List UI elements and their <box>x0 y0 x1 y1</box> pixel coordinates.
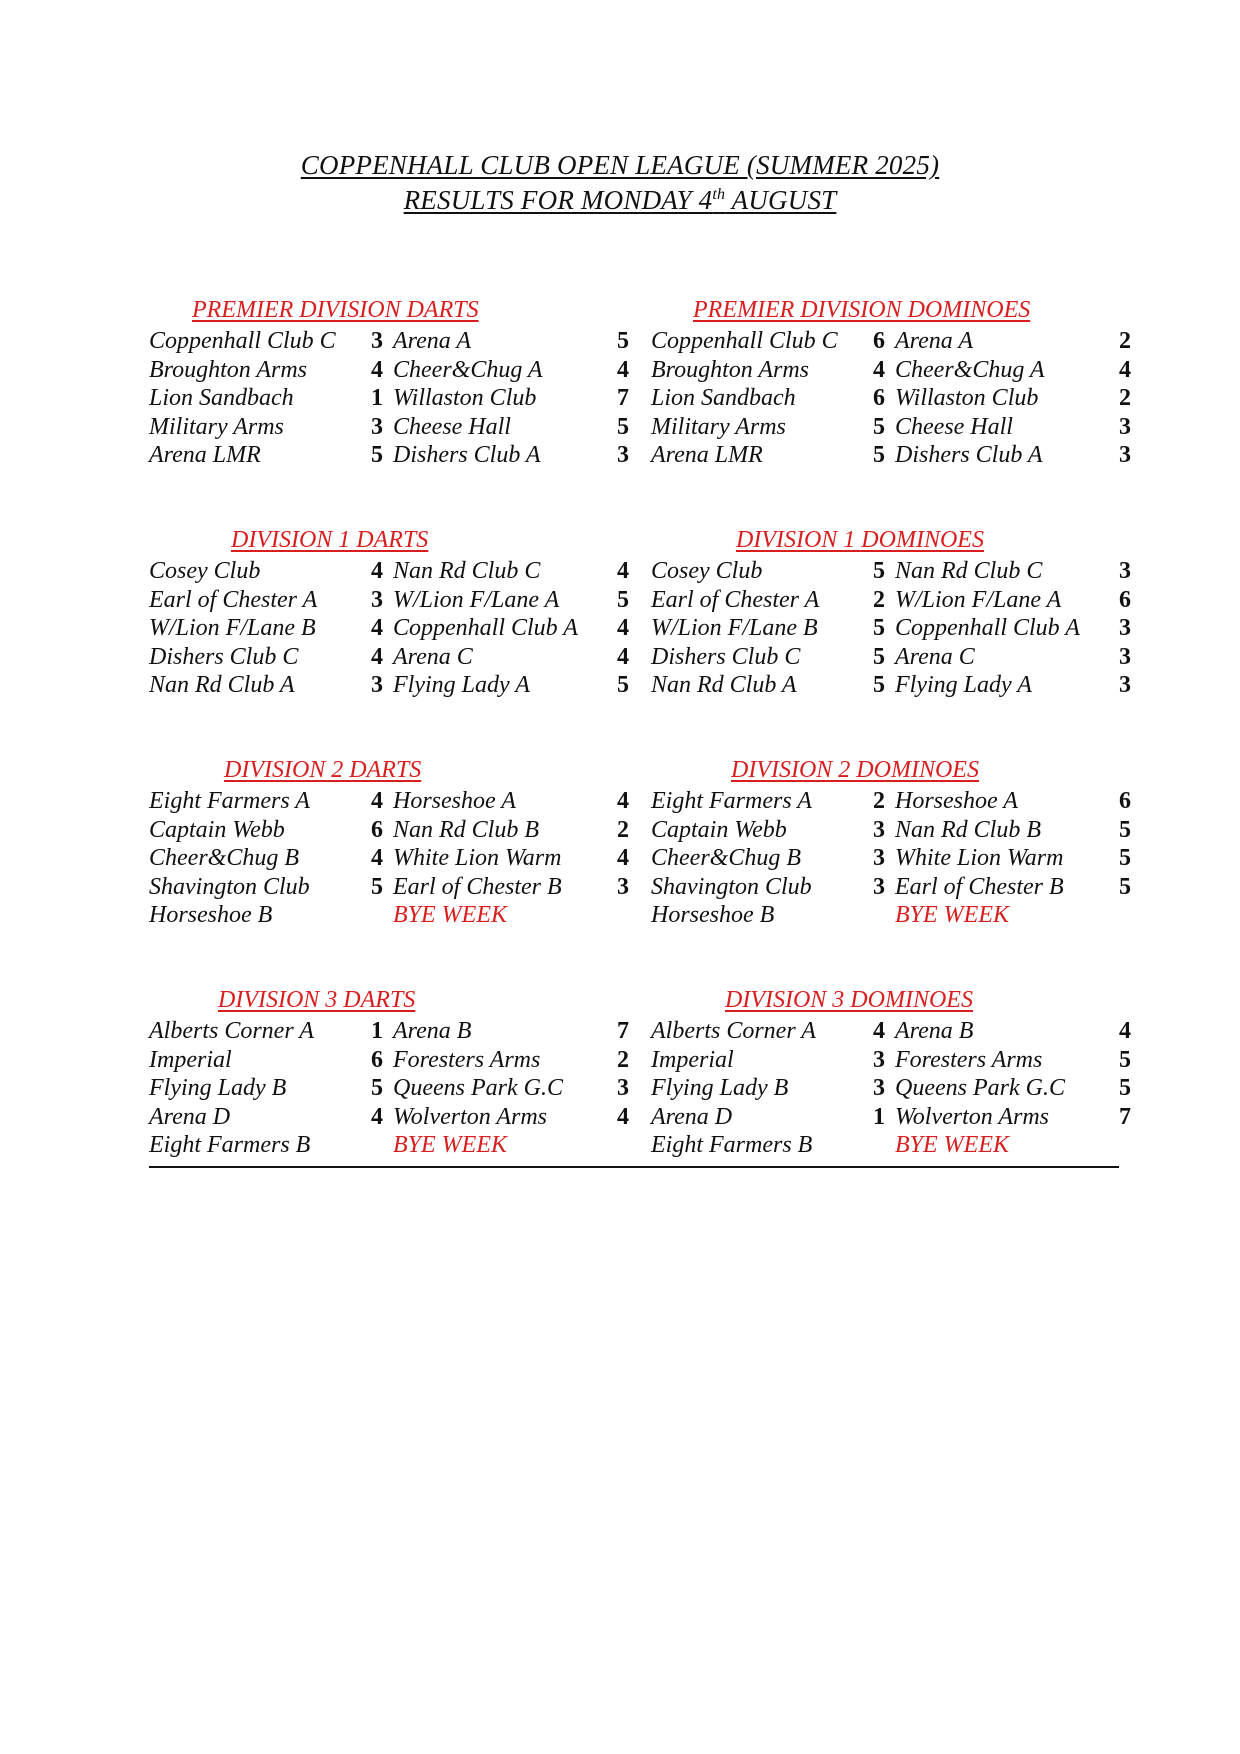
home-score: 4 <box>371 558 383 584</box>
away-team: Willaston Club <box>393 385 537 412</box>
result-row <box>651 1074 1171 1103</box>
away-score: 4 <box>617 356 629 383</box>
section-heading: PREMIER DIVISION DARTS <box>192 297 479 323</box>
result-row <box>149 384 669 413</box>
away-score: 4 <box>617 845 629 872</box>
away-team: W/Lion F/Lane A <box>393 586 560 613</box>
result-row <box>651 356 1171 385</box>
away-team: Wolverton Arms <box>393 1103 548 1130</box>
away-score: 3 <box>1119 643 1131 670</box>
home-score: 3 <box>873 1046 885 1073</box>
home-score: 5 <box>873 643 885 670</box>
home-team: Nan Rd Club A <box>149 672 295 699</box>
away-team: Cheese Hall <box>895 413 1013 440</box>
result-row <box>651 1103 1171 1132</box>
home-team: Imperial <box>149 1046 232 1073</box>
section-heading: DIVISION 2 DOMINOES <box>731 757 979 783</box>
home-score: 1 <box>371 1018 383 1044</box>
away-team: W/Lion F/Lane A <box>895 586 1062 613</box>
away-score: 4 <box>1119 356 1131 383</box>
result-row <box>149 816 669 845</box>
away-score: 3 <box>1119 558 1131 584</box>
away-team: Arena C <box>895 643 975 670</box>
away-score: 2 <box>1119 385 1131 412</box>
home-team: Alberts Corner A <box>651 1018 816 1044</box>
away-score: 3 <box>617 1075 629 1102</box>
result-row <box>651 643 1171 672</box>
away-team: Dishers Club A <box>895 442 1043 469</box>
bye-row <box>651 901 1171 930</box>
home-team: Shavington Club <box>651 873 812 900</box>
result-row <box>149 614 669 643</box>
home-score: 6 <box>873 328 885 354</box>
result-row <box>651 413 1171 442</box>
bye-week-label: BYE WEEK <box>895 902 1009 929</box>
bye-week-label: BYE WEEK <box>895 1132 1009 1159</box>
home-team: Arena LMR <box>651 442 763 469</box>
away-team: Cheer&Chug A <box>895 356 1045 383</box>
home-score: 4 <box>371 845 383 872</box>
home-team: W/Lion F/Lane B <box>149 615 316 642</box>
home-score: 3 <box>873 873 885 900</box>
home-score: 3 <box>371 672 383 699</box>
away-team: Horseshoe A <box>393 788 516 814</box>
home-score: 3 <box>873 816 885 843</box>
away-team: Arena A <box>393 328 471 354</box>
away-score: 2 <box>617 1046 629 1073</box>
section-heading: PREMIER DIVISION DOMINOES <box>693 297 1031 323</box>
results-date-prefix: RESULTS FOR MONDAY 4 <box>403 185 713 215</box>
bye-row <box>149 1131 669 1160</box>
away-team: White Lion Warm <box>895 845 1064 872</box>
home-score: 3 <box>873 1075 885 1102</box>
away-team: Nan Rd Club C <box>393 558 541 584</box>
bye-row <box>149 901 669 930</box>
home-score: 5 <box>371 1075 383 1102</box>
result-row <box>149 787 669 816</box>
result-row <box>149 873 669 902</box>
away-score: 3 <box>1119 672 1131 699</box>
result-row <box>651 441 1171 470</box>
result-row <box>149 586 669 615</box>
away-score: 2 <box>1119 328 1131 354</box>
away-score: 5 <box>1119 1075 1131 1102</box>
away-score: 7 <box>617 1018 629 1044</box>
home-score: 4 <box>371 1103 383 1130</box>
bye-team: Horseshoe B <box>149 902 273 929</box>
home-team: Cheer&Chug B <box>651 845 801 872</box>
home-team: Military Arms <box>651 413 786 440</box>
bye-team: Horseshoe B <box>651 902 775 929</box>
results-list <box>149 557 669 700</box>
away-score: 5 <box>1119 816 1131 843</box>
home-team: Flying Lady B <box>149 1075 287 1102</box>
home-score: 5 <box>873 413 885 440</box>
bottom-divider <box>149 1166 1119 1168</box>
away-team: White Lion Warm <box>393 845 562 872</box>
result-row <box>149 356 669 385</box>
results-list <box>149 1017 669 1160</box>
away-score: 3 <box>1119 413 1131 440</box>
home-score: 2 <box>873 788 885 814</box>
home-team: Coppenhall Club C <box>651 328 838 354</box>
home-team: Alberts Corner A <box>149 1018 314 1044</box>
away-team: Wolverton Arms <box>895 1103 1050 1130</box>
home-score: 4 <box>371 643 383 670</box>
result-row <box>149 643 669 672</box>
home-team: Captain Webb <box>651 816 787 843</box>
away-team: Flying Lady A <box>393 672 530 699</box>
home-score: 6 <box>371 1046 383 1073</box>
result-row <box>651 586 1171 615</box>
away-team: Earl of Chester B <box>895 873 1064 900</box>
results-list <box>651 327 1171 470</box>
away-team: Flying Lady A <box>895 672 1032 699</box>
away-score: 7 <box>1119 1103 1131 1130</box>
away-score: 4 <box>617 558 629 584</box>
away-team: Queens Park G.C <box>895 1075 1065 1102</box>
section-heading: DIVISION 3 DOMINOES <box>725 987 973 1013</box>
away-team: Coppenhall Club A <box>895 615 1080 642</box>
away-team: Nan Rd Club B <box>393 816 540 843</box>
away-score: 5 <box>617 413 629 440</box>
away-score: 5 <box>617 328 629 354</box>
away-score: 4 <box>617 615 629 642</box>
bye-row <box>651 1131 1171 1160</box>
home-score: 1 <box>873 1103 885 1130</box>
away-team: Arena B <box>895 1018 974 1044</box>
home-team: Cosey Club <box>651 558 763 584</box>
home-score: 3 <box>371 413 383 440</box>
home-score: 1 <box>371 385 383 412</box>
result-row <box>149 557 669 586</box>
home-team: Eight Farmers A <box>651 788 812 814</box>
result-row <box>651 557 1171 586</box>
home-team: W/Lion F/Lane B <box>651 615 818 642</box>
away-score: 4 <box>1119 1018 1131 1044</box>
home-score: 4 <box>873 356 885 383</box>
results-list <box>149 327 669 470</box>
away-team: Willaston Club <box>895 385 1039 412</box>
result-row <box>149 327 669 356</box>
away-team: Nan Rd Club B <box>895 816 1042 843</box>
result-row <box>651 1017 1171 1046</box>
home-team: Arena D <box>651 1103 733 1130</box>
home-score: 2 <box>873 586 885 613</box>
home-team: Broughton Arms <box>149 356 308 383</box>
home-score: 5 <box>371 442 383 469</box>
away-team: Nan Rd Club C <box>895 558 1043 584</box>
away-score: 4 <box>617 788 629 814</box>
result-row <box>651 1046 1171 1075</box>
home-team: Lion Sandbach <box>149 385 294 412</box>
home-team: Nan Rd Club A <box>651 672 797 699</box>
results-list <box>651 557 1171 700</box>
away-team: Foresters Arms <box>393 1046 541 1073</box>
away-team: Horseshoe A <box>895 788 1018 814</box>
away-team: Earl of Chester B <box>393 873 562 900</box>
home-score: 3 <box>371 328 383 354</box>
home-team: Military Arms <box>149 413 284 440</box>
result-row <box>651 671 1171 700</box>
result-row <box>651 873 1171 902</box>
away-score: 3 <box>1119 442 1131 469</box>
result-row <box>651 816 1171 845</box>
home-score: 5 <box>873 558 885 584</box>
date-ordinal-suffix: th <box>712 186 726 203</box>
home-team: Arena D <box>149 1103 231 1130</box>
home-score: 6 <box>873 385 885 412</box>
result-row <box>149 1017 669 1046</box>
result-row <box>149 671 669 700</box>
league-title: COPPENHALL CLUB OPEN LEAGUE (SUMMER 2025) <box>300 150 940 180</box>
home-score: 5 <box>873 615 885 642</box>
home-team: Broughton Arms <box>651 356 810 383</box>
section-heading: DIVISION 2 DARTS <box>224 757 422 783</box>
away-team: Arena B <box>393 1018 472 1044</box>
home-score: 5 <box>371 873 383 900</box>
bye-team: Eight Farmers B <box>651 1132 813 1159</box>
results-list <box>149 787 669 930</box>
away-score: 6 <box>1119 586 1131 613</box>
home-score: 4 <box>371 356 383 383</box>
away-score: 6 <box>1119 788 1131 814</box>
results-date-title <box>0 183 1240 218</box>
result-row <box>149 1046 669 1075</box>
away-score: 3 <box>1119 615 1131 642</box>
home-score: 5 <box>873 442 885 469</box>
home-score: 5 <box>873 672 885 699</box>
section-heading: DIVISION 1 DARTS <box>231 527 429 553</box>
result-row <box>651 787 1171 816</box>
home-team: Lion Sandbach <box>651 385 796 412</box>
home-score: 4 <box>873 1018 885 1044</box>
away-team: Dishers Club A <box>393 442 541 469</box>
away-team: Arena A <box>895 328 973 354</box>
home-team: Shavington Club <box>149 873 310 900</box>
home-score: 4 <box>371 788 383 814</box>
away-score: 5 <box>617 672 629 699</box>
away-team: Foresters Arms <box>895 1046 1043 1073</box>
document-title <box>0 148 1240 218</box>
away-team: Cheer&Chug A <box>393 356 543 383</box>
section-heading: DIVISION 3 DARTS <box>218 987 416 1013</box>
results-list <box>651 1017 1171 1160</box>
away-score: 7 <box>617 385 629 412</box>
result-row <box>651 844 1171 873</box>
away-score: 5 <box>1119 1046 1131 1073</box>
home-team: Cheer&Chug B <box>149 845 299 872</box>
home-score: 3 <box>371 586 383 613</box>
away-score: 3 <box>617 873 629 900</box>
home-team: Cosey Club <box>149 558 261 584</box>
bye-week-label: BYE WEEK <box>393 902 507 929</box>
home-team: Eight Farmers A <box>149 788 310 814</box>
result-row <box>149 441 669 470</box>
away-score: 4 <box>617 1103 629 1130</box>
home-team: Coppenhall Club C <box>149 328 336 354</box>
home-score: 6 <box>371 816 383 843</box>
section-heading: DIVISION 1 DOMINOES <box>736 527 984 553</box>
away-score: 2 <box>617 816 629 843</box>
result-row <box>651 614 1171 643</box>
home-team: Earl of Chester A <box>651 586 820 613</box>
home-score: 3 <box>873 845 885 872</box>
result-row <box>149 1103 669 1132</box>
away-team: Queens Park G.C <box>393 1075 563 1102</box>
bye-team: Eight Farmers B <box>149 1132 311 1159</box>
home-team: Arena LMR <box>149 442 261 469</box>
home-team: Dishers Club C <box>149 643 299 670</box>
results-date-suffix: AUGUST <box>725 185 837 215</box>
away-score: 5 <box>617 586 629 613</box>
result-row <box>651 384 1171 413</box>
away-score: 3 <box>617 442 629 469</box>
result-row <box>149 1074 669 1103</box>
home-team: Captain Webb <box>149 816 285 843</box>
away-team: Arena C <box>393 643 473 670</box>
away-score: 4 <box>617 643 629 670</box>
result-row <box>149 413 669 442</box>
result-row <box>651 327 1171 356</box>
away-team: Cheese Hall <box>393 413 511 440</box>
home-score: 4 <box>371 615 383 642</box>
result-row <box>149 844 669 873</box>
results-list <box>651 787 1171 930</box>
home-team: Flying Lady B <box>651 1075 789 1102</box>
away-score: 5 <box>1119 873 1131 900</box>
away-score: 5 <box>1119 845 1131 872</box>
home-team: Imperial <box>651 1046 734 1073</box>
home-team: Dishers Club C <box>651 643 801 670</box>
home-team: Earl of Chester A <box>149 586 318 613</box>
bye-week-label: BYE WEEK <box>393 1132 507 1159</box>
away-team: Coppenhall Club A <box>393 615 578 642</box>
